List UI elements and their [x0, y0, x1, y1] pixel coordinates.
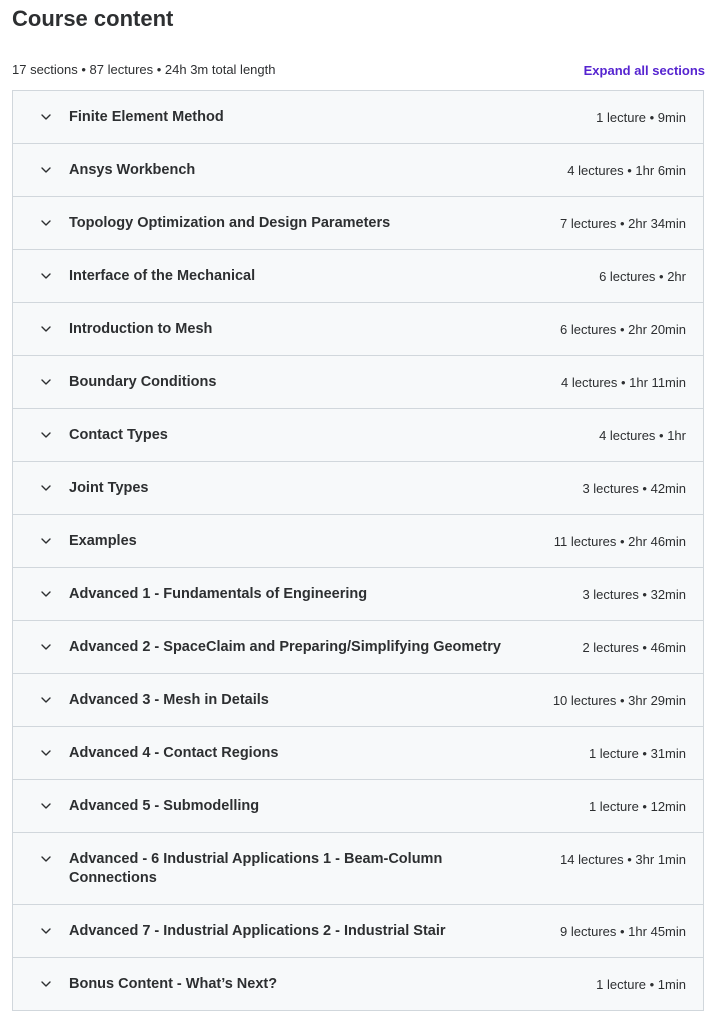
chevron-down-icon [39, 977, 53, 991]
chevron-down-icon [39, 163, 53, 177]
section-title: Ansys Workbench [69, 162, 196, 178]
section-meta: 1 lecture • 9min [596, 110, 686, 125]
section-title: Advanced 7 - Industrial Applications 2 - Industrial Stair [69, 923, 446, 939]
section-meta: 6 lectures • 2hr [599, 269, 686, 284]
section-meta: 4 lectures • 1hr 11min [561, 375, 686, 390]
section-item[interactable] [13, 409, 703, 462]
section-item[interactable] [13, 356, 703, 409]
section-item[interactable] [13, 197, 703, 250]
section-item[interactable] [13, 462, 703, 515]
section-title: Interface of the Mechanical [69, 268, 256, 284]
section-title: Advanced 5 - Submodelling [69, 798, 260, 814]
section-meta: 9 lectures • 1hr 45min [560, 924, 686, 939]
chevron-down-icon [39, 375, 53, 389]
section-meta: 3 lectures • 42min [582, 481, 686, 496]
section-title: Advanced 3 - Mesh in Details [69, 692, 269, 708]
section-meta: 4 lectures • 1hr [599, 428, 686, 443]
chevron-down-icon [39, 640, 53, 654]
section-title: Boundary Conditions [69, 374, 217, 390]
course-summary: 17 sections • 87 lectures • 24h 3m total length [12, 62, 276, 77]
section-item[interactable] [13, 568, 703, 621]
section-meta: 1 lecture • 31min [588, 746, 686, 761]
chevron-down-icon [39, 110, 53, 124]
section-item[interactable] [13, 303, 703, 356]
section-meta: 4 lectures • 1hr 6min [567, 163, 686, 178]
chevron-down-icon [39, 693, 53, 707]
chevron-down-icon [39, 269, 53, 283]
section-item[interactable] [13, 958, 703, 1011]
course-summary-row [12, 61, 705, 79]
section-title: Advanced 2 - SpaceClaim and Preparing/Simplifying Geometry [69, 639, 501, 655]
expand-all-sections-button[interactable]: Expand all sections [583, 63, 705, 78]
section-meta: 7 lectures • 2hr 34min [560, 216, 686, 231]
section-meta: 2 lectures • 46min [582, 640, 686, 655]
section-title: Advanced 1 - Fundamentals of Engineering [69, 586, 368, 602]
chevron-down-icon [39, 852, 53, 866]
section-item[interactable] [13, 91, 703, 144]
section-meta: 6 lectures • 2hr 20min [560, 322, 686, 337]
chevron-down-icon [39, 428, 53, 442]
section-title: Introduction to Mesh [69, 321, 213, 337]
section-title: Advanced 4 - Contact Regions [69, 745, 279, 761]
section-meta: 1 lecture • 12min [588, 799, 686, 814]
section-item[interactable] [13, 780, 703, 833]
section-title: Examples [69, 533, 137, 549]
section-title: Joint Types [69, 480, 149, 496]
section-meta: 14 lectures • 3hr 1min [560, 852, 686, 867]
section-title: Bonus Content - What’s Next? [69, 976, 278, 992]
section-title: Contact Types [69, 427, 168, 443]
section-meta: 11 lectures • 2hr 46min [553, 534, 686, 549]
chevron-down-icon [39, 481, 53, 495]
section-meta: 1 lecture • 1min [596, 977, 686, 992]
chevron-down-icon [39, 534, 53, 548]
section-item[interactable] [13, 144, 703, 197]
section-title: Advanced - 6 Industrial Applications 1 - Beam-Column Connections [69, 851, 443, 886]
section-item[interactable] [13, 250, 703, 303]
chevron-down-icon [39, 216, 53, 230]
section-title: Topology Optimization and Design Parameters [69, 215, 391, 231]
section-item[interactable] [13, 833, 703, 905]
section-meta: 10 lectures • 3hr 29min [552, 693, 686, 708]
sections-accordion [12, 90, 704, 1011]
page-title: Course content [12, 6, 174, 31]
section-meta: 3 lectures • 32min [582, 587, 686, 602]
chevron-down-icon [39, 924, 53, 938]
section-item[interactable] [13, 674, 703, 727]
chevron-down-icon [39, 587, 53, 601]
section-item[interactable] [13, 727, 703, 780]
chevron-down-icon [39, 799, 53, 813]
chevron-down-icon [39, 322, 53, 336]
section-item[interactable] [13, 515, 703, 568]
chevron-down-icon [39, 746, 53, 760]
section-item[interactable] [13, 905, 703, 958]
section-title: Finite Element Method [69, 109, 224, 125]
section-item[interactable] [13, 621, 703, 674]
